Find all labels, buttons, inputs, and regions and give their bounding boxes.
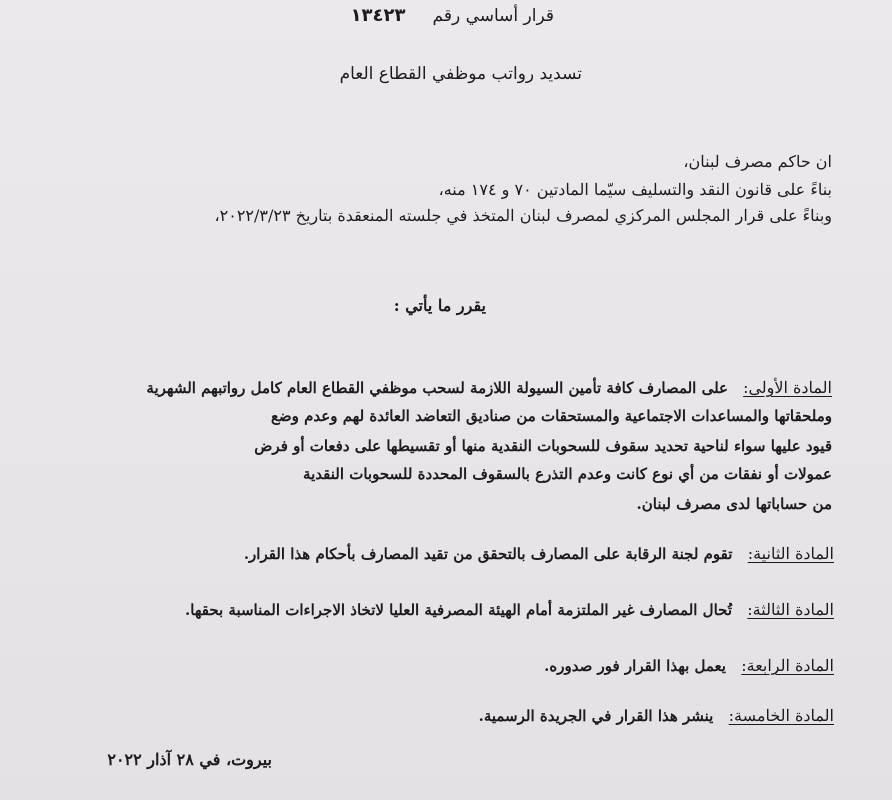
article-text: تقوم لجنة الرقابة على المصارف بالتحقق من تقيد المصارف بأحكام هذا القرار. (243, 545, 733, 563)
decision-header (351, 6, 554, 26)
preamble-line-1: ان حاكم مصرف لبنان، (683, 152, 832, 171)
article-text: يعمل بهذا القرار فور صدوره. (544, 657, 726, 675)
decision-label: قرار أساسي رقم (432, 6, 554, 26)
article-label: المادة الأولى: (743, 378, 832, 397)
decision-number: ١٣٤٢٣ (350, 5, 406, 26)
article-5 (479, 706, 834, 726)
preamble-line-3: وبناءً على قرار المجلس المركزي لمصرف لبنان المتخذ في جلسته المنعقدة بتاريخ ٢٠٢٢/٣/٢٣، (214, 206, 832, 225)
article-4 (544, 656, 834, 676)
article-1-line-3: قيود عليها سواء لناحية تحديد سقوف للسحوبات النقدية منها أو تقسيطها على دفعات أو فرض (254, 437, 832, 455)
article-label: المادة الثالثة: (747, 600, 834, 619)
decides-heading: يقرر ما يأتي : (393, 296, 486, 315)
article-label: المادة الخامسة: (728, 706, 834, 725)
decision-subject: تسديد رواتب موظفي القطاع العام (339, 64, 582, 84)
preamble-line-2: بناءً على قانون النقد والتسليف سيّما المادتين ٧٠ و ١٧٤ منه، (438, 180, 832, 199)
article-3 (185, 600, 834, 620)
date-line: بيروت، في ٢٨ آذار ٢٠٢٢ (107, 750, 272, 769)
article-1-line-1: على المصارف كافة تأمين السيولة اللازمة لسحب موظفي القطاع العام كامل رواتبهم الشهرية (146, 379, 728, 397)
article-1-line-5: من حساباتها لدى مصرف لبنان. (636, 495, 832, 513)
article-label: المادة الثانية: (747, 544, 834, 563)
article-1-line-2: وملحقاتها والمساعدات الاجتماعية والمستحقات من صناديق التعاضد العائدة لهم وعدم وضع (270, 407, 832, 425)
article-1-label (743, 378, 832, 398)
article-2 (244, 544, 834, 564)
article-label: المادة الرابعة: (741, 656, 834, 675)
article-text: تُحال المصارف غير الملتزمة أمام الهيئة المصرفية العليا لاتخاذ الاجراءات المناسبة بحقها. (185, 601, 732, 619)
article-1-line-4: عمولات أو نفقات من أي نوع كانت وعدم التذرع بالسقوف المحددة للسحوبات النقدية (303, 465, 832, 483)
article-text: ينشر هذا القرار في الجريدة الرسمية. (478, 707, 714, 725)
